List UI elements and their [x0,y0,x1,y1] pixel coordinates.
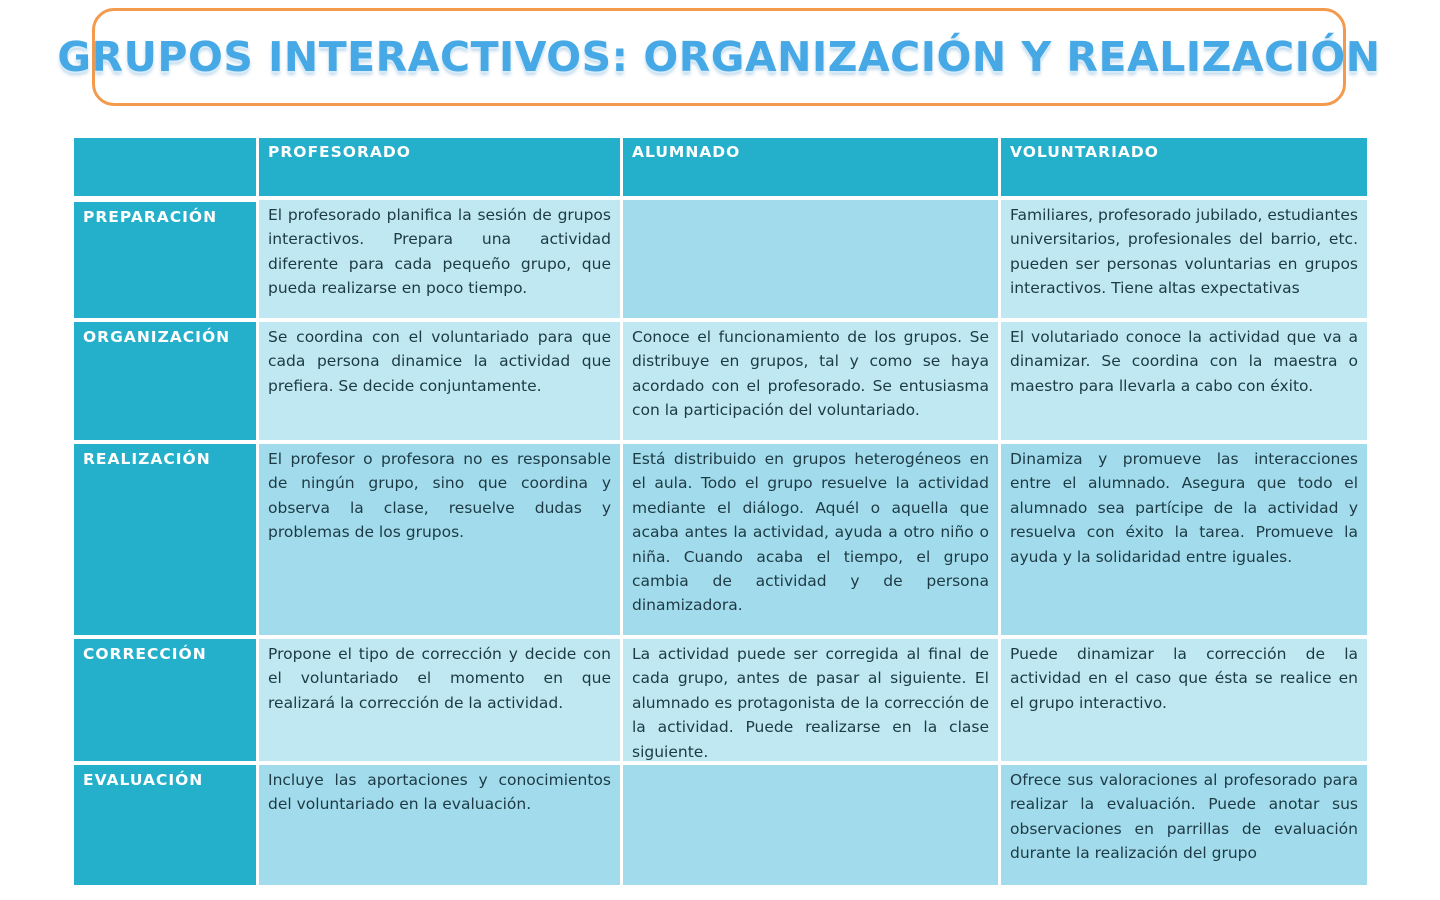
cell-organizacion-voluntariado: El volutariado conoce la actividad que va a dinamizar. Se coordina con la maestra o maestro para llevarla a cabo con éxito. [998,318,1367,440]
row-label-realizacion: REALIZACIÓN [74,440,256,635]
cell-correccion-voluntariado: Puede dinamizar la corrección de la actividad en el caso que ésta se realice en el grupo interactivo. [998,635,1367,761]
cell-realizacion-voluntariado: Dinamiza y promueve las interacciones entre el alumnado. Asegura que todo el alumnado sea partícipe de la actividad y resuelva con éxito la tarea. Promueve la ayuda y la solidaridad entre iguales. [998,440,1367,635]
row-label-correccion: CORRECCIÓN [74,635,256,761]
row-label-organizacion: ORGANIZACIÓN [74,318,256,440]
column-header-profesorado: PROFESORADO [256,138,620,196]
cell-evaluacion-alumnado [620,761,998,885]
cell-organizacion-profesorado: Se coordina con el voluntariado para que cada persona dinamice la actividad que prefiera. Se decide conjuntamente. [256,318,620,440]
cell-realizacion-alumnado: Está distribuido en grupos heterogéneos en el aula. Todo el grupo resuelve la actividad mediante el diálogo. Aquél o aquella que acaba antes la actividad, ayuda a otro niño o niña. Cuando acaba el tiempo, el grupo cambia de actividad y de persona dinamizadora. [620,440,998,635]
row-label-evaluacion: EVALUACIÓN [74,761,256,885]
cell-evaluacion-profesorado: Incluye las aportaciones y conocimientos del voluntariado en la evaluación. [256,761,620,885]
table-corner-cell [74,138,256,196]
cell-organizacion-alumnado: Conoce el funcionamiento de los grupos. Se distribuye en grupos, tal y como se haya acordado con el profesorado. Se entusiasma con la participación del voluntariado. [620,318,998,440]
column-header-voluntariado: VOLUNTARIADO [998,138,1367,196]
column-header-alumnado: ALUMNADO [620,138,998,196]
cell-preparacion-alumnado [620,196,998,318]
cell-preparacion-voluntariado: Familiares, profesorado jubilado, estudiantes universitarios, profesionales del barrio, etc. pueden ser personas voluntarias en grupos interactivos. Tiene altas expectativas [998,196,1367,318]
organization-table [74,138,1367,885]
page-title: GRUPOS INTERACTIVOS: ORGANIZACIÓN Y REALIZACIÓN [57,33,1381,81]
cell-evaluacion-voluntariado: Ofrece sus valoraciones al profesorado para realizar la evaluación. Puede anotar sus observaciones en parrillas de evaluación durante la realización del grupo [998,761,1367,885]
cell-correccion-profesorado: Propone el tipo de corrección y decide con el voluntariado el momento en que realizará la corrección de la actividad. [256,635,620,761]
row-label-preparacion: PREPARACIÓN [74,196,256,318]
cell-preparacion-profesorado: El profesorado planifica la sesión de grupos interactivos. Prepara una actividad diferente para cada pequeño grupo, que pueda realizarse en poco tiempo. [256,196,620,318]
cell-correccion-alumnado: La actividad puede ser corregida al final de cada grupo, antes de pasar al siguiente. El alumnado es protagonista de la corrección de la actividad. Puede realizarse en la clase siguiente. [620,635,998,761]
cell-realizacion-profesorado: El profesor o profesora no es responsable de ningún grupo, sino que coordina y observa la clase, resuelve dudas y problemas de los grupos. [256,440,620,635]
title-banner [57,8,1381,106]
